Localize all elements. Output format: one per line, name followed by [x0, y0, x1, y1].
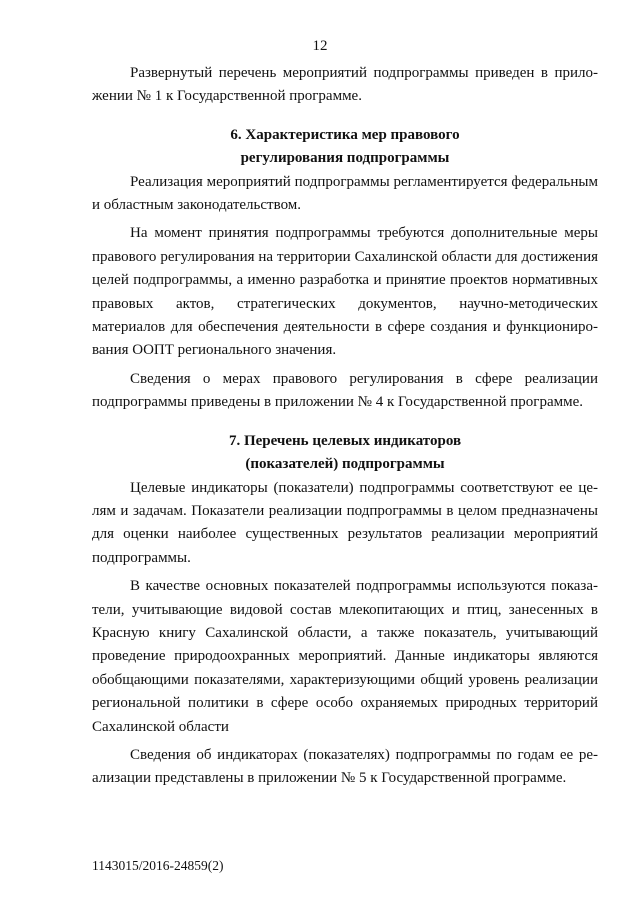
section-6-title-line-2: регулирования подпрограммы [240, 150, 450, 167]
section-6-paragraph-3: Сведения о мерах правового регулирования в сфере реализации подпрограммы приведены в приложении № 4 к Государственной программе. [92, 370, 598, 411]
section-7-paragraph-3: Сведения об индикаторах (показателях) подпрограммы по годам ее реализации представлены в приложении № 5 к Государственной программе. [92, 746, 598, 787]
section-6-title-line-1: 6. Характеристика мер правового [230, 126, 460, 143]
document-body [92, 62, 598, 791]
section-7-heading [92, 430, 598, 477]
page-number: 12 [312, 38, 328, 54]
document-registration-code: 1143015/2016-24859(2) [92, 858, 224, 873]
section-6-paragraph-1: Реализация мероприятий подпрограммы регламентируется федеральным и областным законодательством. [92, 173, 598, 214]
section-7-paragraph-2: В качестве основных показателей подпрограммы используются показатели, учитывающие видовой состав млекопитающих и птиц, занесенных в Красную книгу Сахалинской области, а также показатель, учитывающий проведение природоохранных мероприятий. Данные индикаторы являются обобщающими показателями, характеризующими общий уровень реализации региональной политики в сфере особо охраняемых природных территорий Сахалинской области [92, 578, 598, 735]
section-7-title-line-1: 7. Перечень целевых индикаторов [228, 432, 462, 449]
section-7-title-line-2: (показателей) подпрограммы [245, 456, 445, 473]
section-6-paragraph-2: На момент принятия подпрограммы требуются дополнительные меры правового регулирования на территории Сахалинской области для достижения целей подпрограммы, а именно разработка и принятие проектов нормативных правовых актов, стратегических документов, научно-методических материалов для обеспечения деятельности в сфере создания и функционирования ООПТ регионального значения. [92, 225, 598, 359]
intro-paragraph: Развернутый перечень мероприятий подпрограммы приведен в приложении № 1 к Государственной программе. [92, 65, 598, 105]
section-7-paragraph-1: Целевые индикаторы (показатели) подпрограммы соответствуют ее целям и задачам. Показатели реализации подпрограммы в целом предназначены для оценки наиболее существенных результатов реализации мероприятий подпрограммы. [92, 479, 598, 566]
section-6-heading [92, 124, 598, 171]
